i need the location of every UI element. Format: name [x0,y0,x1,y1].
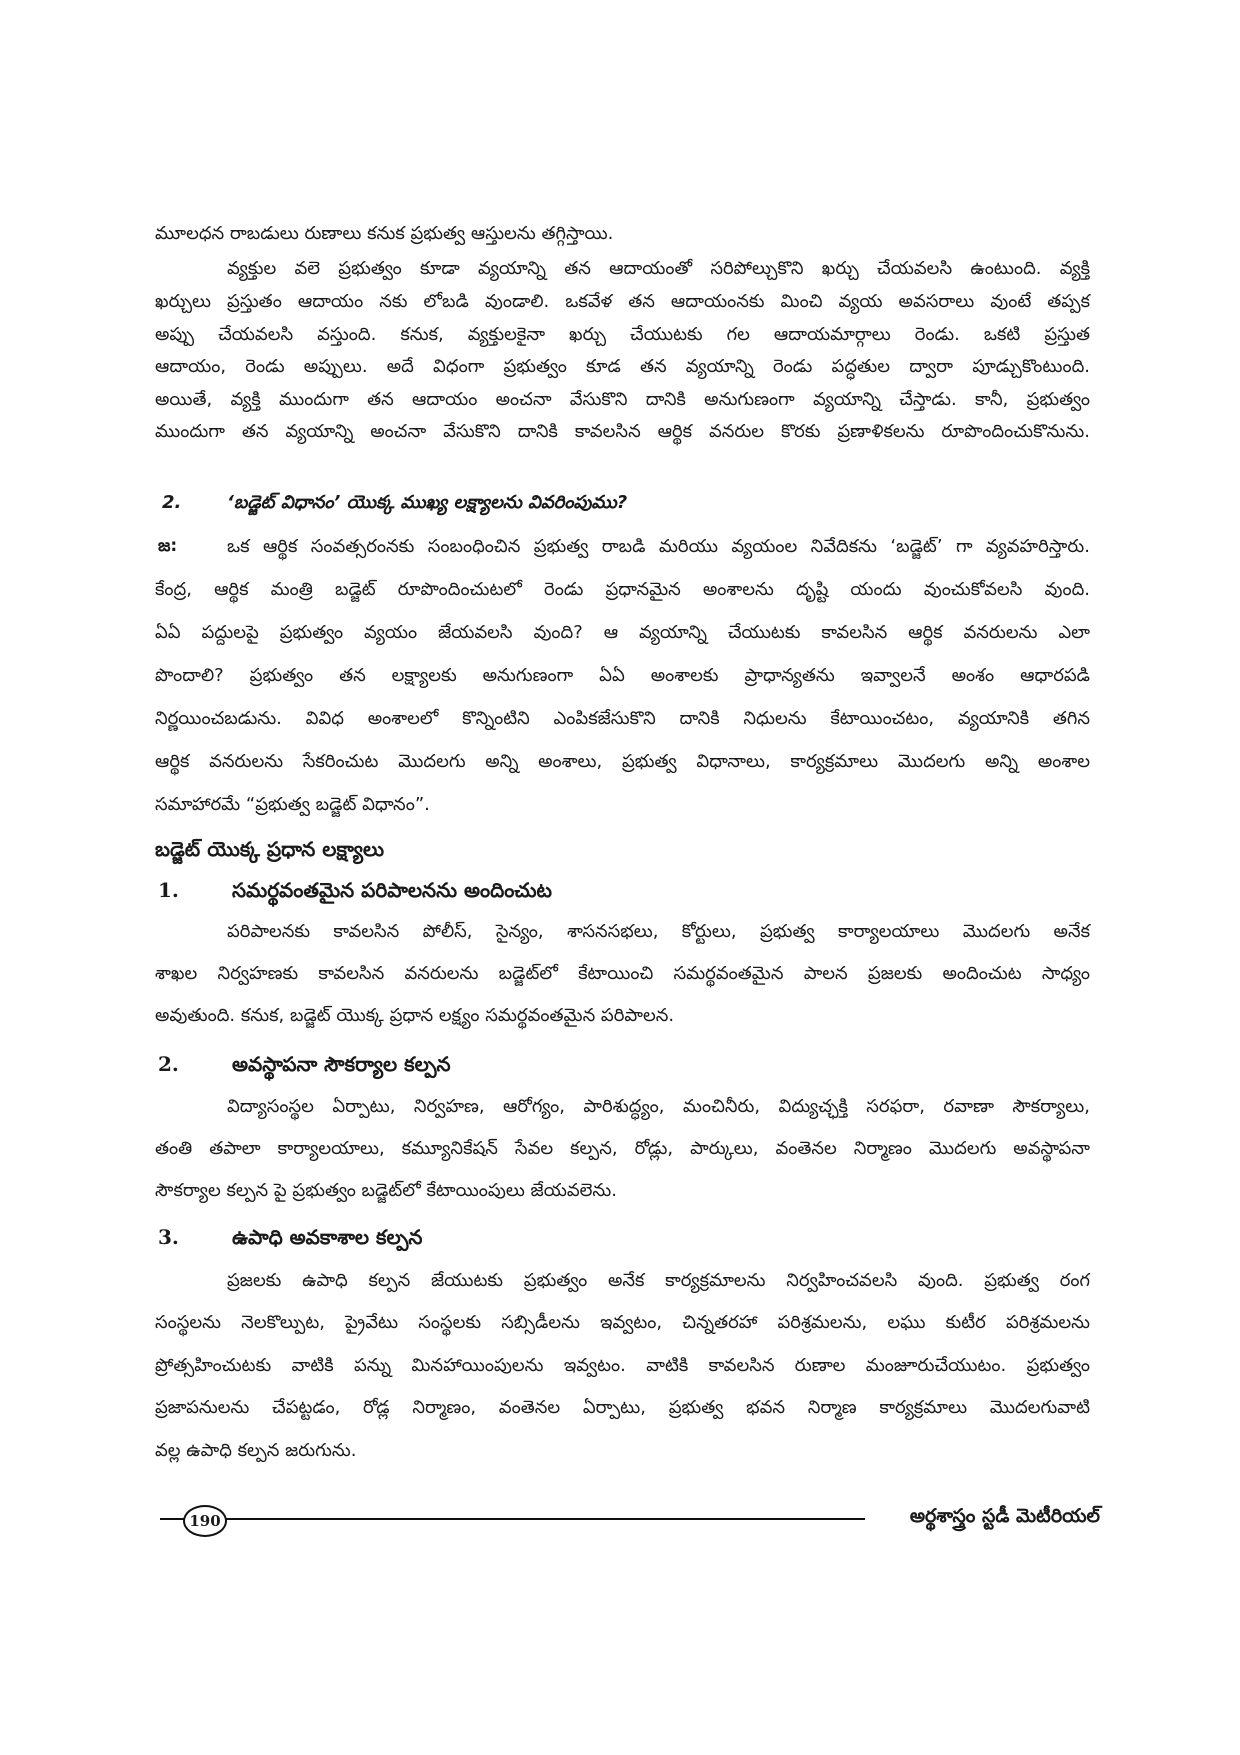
answer-line: పొందాలి? ప్రభుత్వం తన లక్ష్యాలకు అనుగుణంగా ఏఏ అంశాలకు ప్రాధాన్యతను ఇవ్వాలనే అంశం ఆధారపడి [155,665,1090,686]
section-line: ప్రజాపనులను చేపట్టడం, రోడ్ల నిర్మాణం, వంతెనల ఏర్పాటు, ప్రభుత్వ భవన నిర్మాణ కార్యక్రమాలు మొదలగువాటి [155,1397,1090,1418]
section-line: సౌకర్యాల కల్పన పై ప్రభుత్వం బడ్జెట్‌లో కేటాయింపులు జేయవలెను. [155,1180,617,1201]
section-line: పరిపాలనకు కావలసిన పోలీస్, సైన్యం, శాసనసభలు, కోర్టులు, ప్రభుత్వ కార్యాలయాలు మొదలగు అనేక [227,921,1090,942]
answer-line: కేంద్ర, ఆర్థిక మంత్రి బడ్జెట్ రూపొందించుటలో రెండు ప్రధానమైన అంశాలను దృష్టి యందు వుంచుకోవలసి వుంది. [155,579,1090,600]
paragraph-line: అప్పు చేయవలసి వస్తుంది. కనుక, వ్యక్తులకైనా ఖర్చు చేయుటకు గల ఆదాయమార్గాలు రెండు. ఒకటి ప్రస్తుత [155,324,1090,345]
section-number: 2. [158,1052,179,1076]
section-number: 1. [158,878,179,902]
answer-line: సమాహారమే “ప్రభుత్వ బడ్జెట్ విధానం”. [155,794,430,815]
paragraph-line: అయితే, వ్యక్తి ముందుగా తన ఆదాయం అంచనా వేసుకొని దానికి అనుగుణంగా వ్యయాన్ని చేస్తాడు. కానీ, ప్రభుత్వం [155,389,1090,410]
intro-line: మూలధన రాబడులు రుణాలు కనుక ప్రభుత్వ ఆస్తులను తగ్గిస్తాయి. [155,223,614,244]
section-line: తంతి తపాలా కార్యాలయాలు, కమ్యూనికేషన్ సేవల కల్పన, రోడ్లు, పార్కులు, వంతెనల నిర్మాణం మొదలగు అవస్థాపనా [155,1138,1090,1159]
answer-label: జ: [158,536,178,556]
answer-line: ఒక ఆర్థిక సంవత్సరంనకు సంబంధించిన ప్రభుత్వ రాబడి మరియు వ్యయంల నివేదికను ‘బడ్జెట్’ గా వ్యవహరిస్తారు. [227,536,1090,557]
section-number: 3. [158,1225,179,1249]
section-title: ఉపాధి అవకాశాల కల్పన [232,1225,423,1249]
book-title: అర్థశాస్త్రం స్టడీ మెటీరియల్ [909,1505,1100,1527]
question-text: ‘బడ్జెట్ విధానం’ యొక్క ముఖ్య లక్ష్యాలను వివరింపుము? [227,492,628,513]
section-line: విద్యాసంస్థల ఏర్పాటు, నిర్వహణ, ఆరోగ్యం, పారిశుద్ధ్యం, మంచినీరు, విద్యుచ్ఛక్తి సరఫరా, రవాణా సౌకర్యాలు, [227,1096,1090,1117]
section-line: సంస్థలను నెలకొల్పుట, ప్రైవేటు సంస్థలకు సబ్సిడీలను ఇవ్వటం, చిన్నతరహా పరిశ్రమలను, లఘు కుటీర పరిశ్రమలను [155,1312,1090,1333]
page-number: 190 [183,1505,227,1537]
paragraph-line: వ్యక్తుల వలె ప్రభుత్వం కూడా వ్యయాన్ని తన ఆదాయంతో సరిపోల్చుకొని ఖర్చు చేయవలసి ఉంటుంది. వ్యక్తి [227,258,1090,279]
paragraph-line: ఆదాయం, రెండు అప్పులు. అదే విధంగా ప్రభుత్వం కూడ తన వ్యయాన్ని రెండు పద్ధతుల ద్వారా పూడ్చుకొంటుంది. [155,356,1090,377]
answer-line: ఏఏ పద్దులపై ప్రభుత్వం వ్యయం జేయవలసి వుంది? ఆ వ్యయాన్ని చేయుటకు కావలసిన ఆర్థిక వనరులను ఎలా [155,622,1090,643]
answer-line: ఆర్థిక వనరులను సేకరించుట మొదలగు అన్ని అంశాలు, ప్రభుత్వ విధానాలు, కార్యక్రమాలు మొదలగు అన్ని అంశాల [155,751,1090,772]
section-heading: బడ్జెట్ యొక్క ప్రధాన లక్ష్యాలు [155,837,385,861]
section-line: ప్రోత్సహించుటకు వాటికి పన్ను మినహాయింపులను ఇవ్వటం. వాటికి కావలసిన రుణాల మంజూరుచేయుటం. ప్రభుత్వం [155,1355,1090,1376]
paragraph-line: ఖర్చులు ప్రస్తుతం ఆదాయం నకు లోబడి వుండాలి. ఒకవేళ తన ఆదాయంనకు మించి వ్యయ అవసరాలు వుంటే తప్పక [155,291,1090,312]
section-title: అవస్థాపనా సౌకర్యాల కల్పన [232,1052,451,1076]
section-title: సమర్థవంతమైన పరిపాలనను అందించుట [232,878,552,902]
paragraph-line: ముందుగా తన వ్యయాన్ని అంచనా వేసుకొని దానికి కావలసిన ఆర్థిక వనరుల కొరకు ప్రణాళికలను రూపొందించుకొనును. [155,421,1090,442]
footer-rule [160,1518,185,1520]
section-line: వల్ల ఉపాధి కల్పన జరుగును. [155,1440,357,1461]
section-line: అవుతుంది. కనుక, బడ్జెట్ యొక్క ప్రధాన లక్ష్యం సమర్థవంతమైన పరిపాలన. [155,1005,675,1026]
section-line: శాఖల నిర్వహణకు కావలసిన వనరులను బడ్జెట్‌లో కేటాయించి సమర్థవంతమైన పాలన ప్రజలకు అందించుట సాధ్యం [155,963,1090,984]
section-line: ప్రజలకు ఉపాధి కల్పన జేయుటకు ప్రభుత్వం అనేక కార్యక్రమాలను నిర్వహించవలసి వుంది. ప్రభుత్వ రంగ [227,1270,1090,1291]
question-number: 2. [162,492,182,513]
answer-line: నిర్ణయించబడును. వివిధ అంశాలలో కొన్నింటిని ఎంపికజేసుకొని దానికి నిధులను కేటాయించటం, వ్యయానికి తగిన [155,708,1090,729]
footer-rule [225,1518,865,1520]
